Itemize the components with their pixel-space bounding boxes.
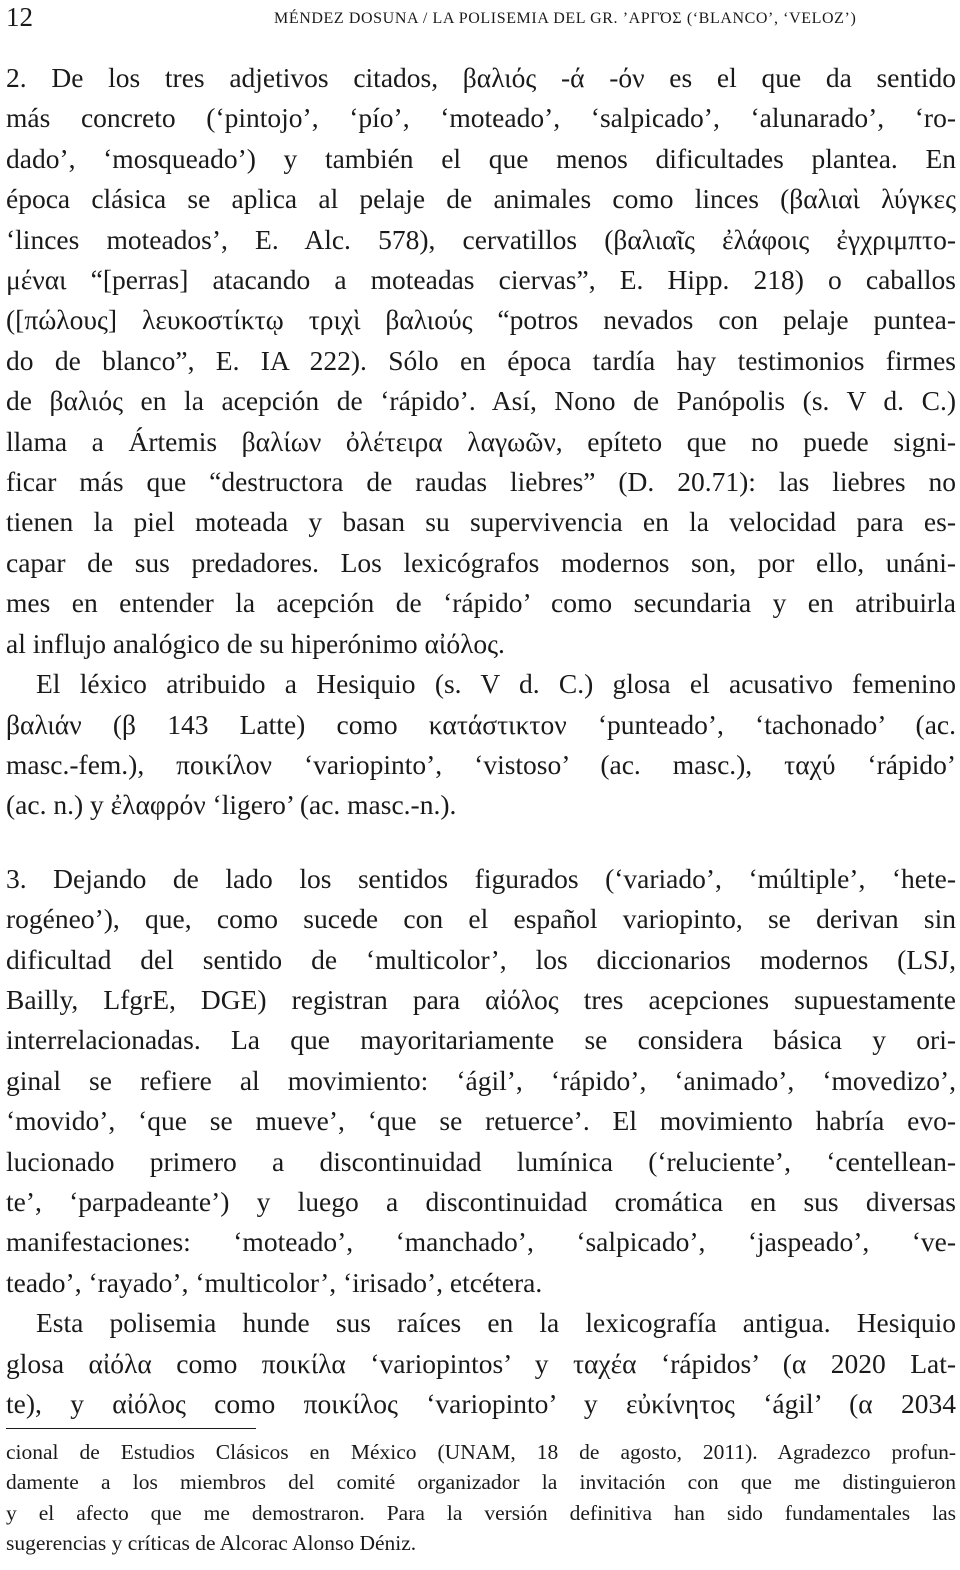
text-line: Esta polisemia hunde sus raíces en la lexicografía antigua. Hesiquio [36,1307,956,1339]
text-line: Bailly, LfgrE, DGE) registran para αἰόλος tres acepciones supuestamente [6,983,956,1015]
text-line: (ac. n.) y ἐλαφρόν ‘ligero’ (ac. masc.-n.). [6,789,457,821]
running-head: MÉNDEZ DOSUNA / LA POLISEMIA DEL GR. ’ΑΡΓΌΣ (‘BLANCO’, ‘VELOZ’) [274,10,857,27]
text-line: ginal se refiere al movimiento: ‘ágil’, ‘rápido’, ‘animado’, ‘movedizo’, [6,1064,956,1096]
text-line: dado’, ‘mosqueado’) y también el que menos dificultades plantea. En [6,142,956,174]
text-line: te’, ‘parpadeante’) y luego a discontinuidad cromática en sus diversas [6,1185,956,1217]
text-line: ([πώλους] λευκοστίκτῳ τριχὶ βαλιούς “potros nevados con pelaje puntea- [6,304,956,336]
text-line: tienen la piel moteada y basan su supervivencia en la velocidad para es- [6,506,956,538]
text-line: te), y αἰόλος como ποικίλος ‘variopinto’ y εὐκίνητος ‘ágil’ (α 2034 [6,1388,956,1419]
text-line: 3. Dejando de lado los sentidos figurados (‘variado’, ‘múltiple’, ‘hete- [6,862,956,894]
page-header [6,2,954,36]
body-text [6,58,956,1424]
text-line: más concreto (‘pintojo’, ‘pío’, ‘moteado’, ‘salpicado’, ‘alunarado’, ‘ro- [6,102,956,134]
footnote-line: cional de Estudios Clásicos en México (UNAM, 18 de agosto, 2011). Agradezco profun- [6,1440,956,1464]
text-line: ‘linces moteados’, E. Alc. 578), cervatillos (βαλιαῖς ἐλάφοις ἐγχριμπτο- [6,223,956,255]
text-line: 2. De los tres adjetivos citados, βαλιός -ά -όν es el que da sentido [6,62,956,93]
text-line: El léxico atribuido a Hesiquio (s. V d. C.) glosa el acusativo femenino [36,668,956,700]
text-line: manifestaciones: ‘moteado’, ‘manchado’, ‘salpicado’, ‘jaspeado’, ‘ve- [6,1226,956,1258]
text-line: de βαλιός en la acepción de ‘rápido’. Así, Nono de Panópolis (s. V d. C.) [6,385,956,417]
text-line: do de blanco”, E. IA 222). Sólo en época tardía hay testimonios firmes [6,344,956,376]
text-line: ficar más que “destructora de raudas liebres” (D. 20.71): las liebres no [6,466,956,498]
text-line: glosa αἰόλα como ποικίλα ‘variopintos’ y ταχέα ‘rápidos’ (α 2020 Lat- [6,1347,956,1379]
footnote [6,1437,956,1559]
text-line: βαλιάν (β 143 Latte) como κατάστικτον ‘punteado’, ‘tachonado’ (ac. [6,708,956,740]
text-line: rogéneo’), que, como sucede con el español variopinto, se derivan sin [6,903,956,935]
footnote-line: sugerencias y críticas de Alcorac Alonso Déniz. [6,1531,417,1556]
text-line: al influjo analógico de su hiperónimo αἰόλος. [6,627,505,659]
footnote-divider [6,1428,256,1429]
text-line: masc.-fem.), ποικίλον ‘variopinto’, ‘vistoso’ (ac. masc.), ταχύ ‘rápido’ [6,748,956,780]
text-line: capar de sus predadores. Los lexicógrafos modernos son, por ello, unáni- [6,546,956,578]
text-line: ‘movido’, ‘que se mueve’, ‘que se retuerce’. El movimiento habría evo- [6,1105,956,1137]
text-line: llama a Ártemis βαλίων ὀλέτειρα λαγωῶν, epíteto que no puede signi- [6,425,956,457]
text-line: teado’, ‘rayado’, ‘multicolor’, ‘irisado’, etcétera. [6,1266,543,1298]
text-line: mes en entender la acepción de ‘rápido’ como secundaria y en atribuirla [6,587,956,619]
section-gap [6,826,956,859]
text-line: μέναι “[perras] atacando a moteadas ciervas”, E. Hipp. 218) o caballos [6,264,956,296]
footnote-line: damente a los miembros del comité organizador la invitación con que me distinguieron [6,1470,956,1495]
text-line: época clásica se aplica al pelaje de animales como linces (βαλιαὶ λύγκες [6,183,956,215]
page-number: 12 [6,2,33,32]
footnote-line: y el afecto que me demostraron. Para la versión definitiva han sido fundamentales las [6,1500,956,1525]
text-line: interrelacionadas. La que mayoritariamente se considera básica y ori- [6,1024,956,1056]
text-line: lucionado primero a discontinuidad lumínica (‘reluciente’, ‘centellean- [6,1145,956,1177]
text-line: dificultad del sentido de ‘multicolor’, los diccionarios modernos (LSJ, [6,943,956,975]
